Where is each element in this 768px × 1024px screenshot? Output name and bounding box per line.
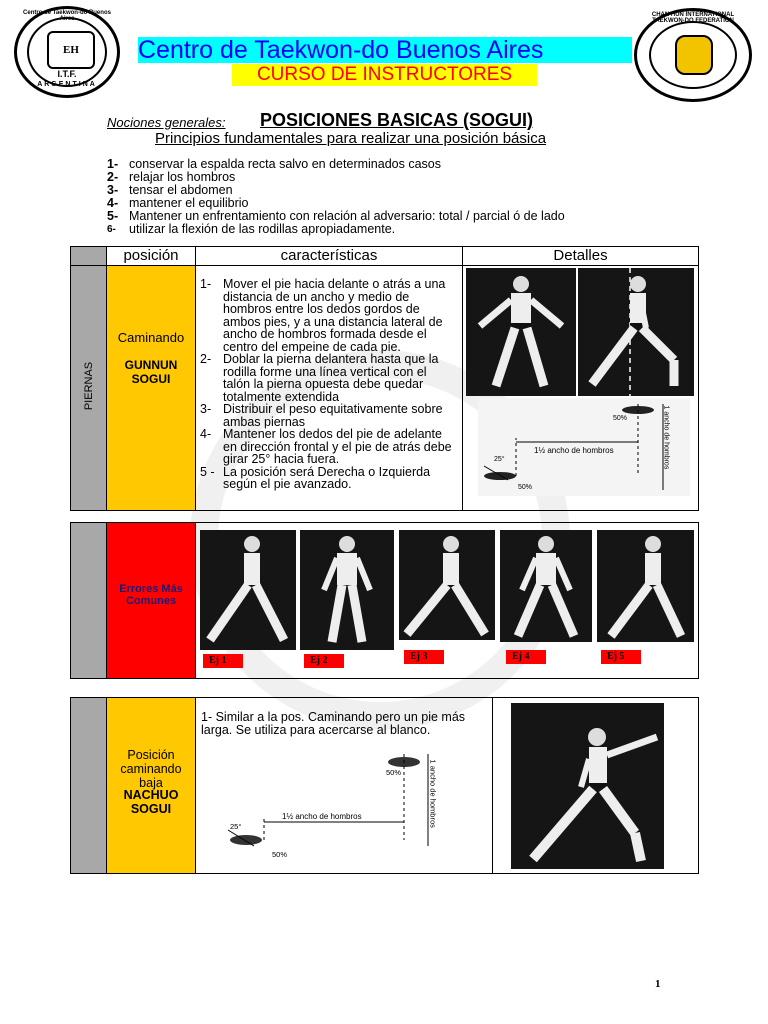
nachuo-diagram-lines [216, 750, 458, 868]
nachuo-gray-cell [70, 697, 107, 874]
stance-front-photo [466, 268, 576, 396]
section-subheading: Principios fundamentales para realizar una posición básica [155, 130, 547, 147]
list-item: 1- conservar la espalda recta salvo en determinados casos [107, 157, 441, 171]
section-heading: POSICIONES BASICAS (SOGUI) [260, 110, 534, 130]
page-number: 1 [655, 978, 661, 990]
nachuo-position-name: Posición caminando baja [120, 748, 182, 790]
nachuo-width-label: 1 ancho de hombros [428, 759, 438, 828]
header-detalles: Detalles [462, 246, 699, 266]
list-item: 4- Mantener los dedos del pie de adelante en dirección frontal y el pie de atrás debe girar 25° hacia fuera. [200, 427, 452, 466]
karateka-side-figure [578, 268, 694, 396]
list-item: 2- Doblar la pierna delantera hasta que la rodilla forme una línea vertical con el talón la pierna opuesta debe quedar totalmente extendida [200, 352, 439, 404]
characteristics-list [200, 278, 456, 491]
example-label-1: Ej 1 [203, 654, 243, 668]
position-cell [106, 265, 196, 511]
list-item: 6- utilizar la flexión de las rodillas apropiadamente. [107, 222, 396, 236]
list-item: 5 - La posición será Derecha o Izquierda según el pie avanzado. [200, 464, 431, 491]
diagram-width-label: 1 ancho de hombros [662, 405, 670, 470]
list-item: 1- Mover el pie hacia delante o atrás a una distancia de un ancho y medio de hombros entre los dedos gordos de ambos pies, y a una distancia lateral de ancho de hombros formada desde el centro del empeine de cada pie. [200, 277, 446, 354]
diagram-pct-bottom: 50% [518, 484, 533, 491]
header-blank-cell [70, 246, 107, 266]
nachuo-figure [511, 703, 664, 869]
errors-label: Errores Más Comunes [119, 583, 183, 607]
nachuo-pct-bottom: 50% [272, 850, 288, 859]
logo-arc-text: Centro de Taekwon-do Buenos Aires [23, 10, 111, 22]
stance-side-photo [578, 268, 694, 396]
diagram-angle: 25° [494, 456, 505, 463]
page-subtitle: CURSO DE INSTRUCTORES [232, 64, 537, 86]
error-figure-1 [200, 530, 296, 650]
diagram-pct-top: 50% [613, 415, 628, 422]
nachuo-description: 1- Similar a la pos. Caminando pero un pie más larga. Se utiliza para acercarse al blanco. [201, 710, 466, 737]
taekwondo-seal-icon: EH [47, 31, 95, 69]
itf-buenos-aires-logo [14, 6, 120, 98]
error-photo-2 [300, 530, 394, 650]
side-label: PIERNAS [83, 361, 95, 411]
nachuo-foot-diagram [216, 750, 458, 868]
list-item: 4- mantener el equilibrio [107, 196, 249, 210]
errors-label-cell [106, 522, 196, 679]
characteristics-cell [195, 265, 463, 511]
federation-arc-text: CHAN HUN INTERNATIONAL TAEKWON-DO FEDERATION [651, 12, 735, 24]
diagram-distance: 1½ ancho de hombros [534, 446, 614, 455]
header-caracteristicas: características [195, 246, 463, 266]
karateka-front-figure [466, 268, 576, 396]
errors-gray-cell [70, 522, 107, 679]
error-photo-1 [200, 530, 296, 650]
nachuo-position-cell [106, 697, 196, 874]
error-figure-3 [399, 530, 495, 640]
principles-list [107, 158, 647, 236]
nachuo-angle: 25° [230, 822, 242, 831]
fist-emblem-icon [675, 35, 713, 75]
example-label-2: Ej 2 [304, 654, 344, 668]
nachuo-description-cell [195, 697, 493, 874]
list-item: 2- relajar los hombros [107, 170, 236, 184]
position-term: GUNNUN SOGUI [124, 358, 178, 386]
header-posicion: posición [106, 246, 196, 266]
error-figure-2 [300, 530, 394, 650]
nachuo-pct-top: 50% [386, 768, 402, 777]
error-figure-5 [597, 530, 694, 642]
list-item: 5- Mantener un enfrentamiento con relación al adversario: total / parcial ó de lado [107, 209, 565, 223]
error-photo-4 [500, 530, 592, 642]
error-photo-5 [597, 530, 694, 642]
error-photo-3 [399, 530, 495, 640]
example-label-3: Ej 3 [404, 650, 444, 664]
error-figure-4 [500, 530, 592, 642]
nociones-label: Nociones generales: [107, 115, 226, 130]
example-label-5: Ej 5 [601, 650, 641, 664]
nachuo-distance: 1½ ancho de hombros [282, 812, 362, 821]
logo-itf-text: I.T.F. [57, 69, 77, 79]
nachuo-position-term: NACHUO SOGUI [123, 788, 179, 816]
example-label-4: Ej 4 [506, 650, 546, 664]
chan-hun-federation-logo [634, 8, 752, 102]
page-title: Centro de Taekwon-do Buenos Aires [138, 37, 632, 63]
foot-distance-diagram [478, 398, 690, 496]
position-name: Caminando [117, 330, 185, 345]
side-label-cell [70, 265, 107, 511]
logo-country-text: ARGENTINA [37, 81, 97, 88]
nachuo-photo [511, 703, 664, 869]
list-item: 3- tensar el abdomen [107, 183, 233, 197]
list-item: 3- Distribuir el peso equitativamente sobre ambas piernas [200, 402, 443, 429]
